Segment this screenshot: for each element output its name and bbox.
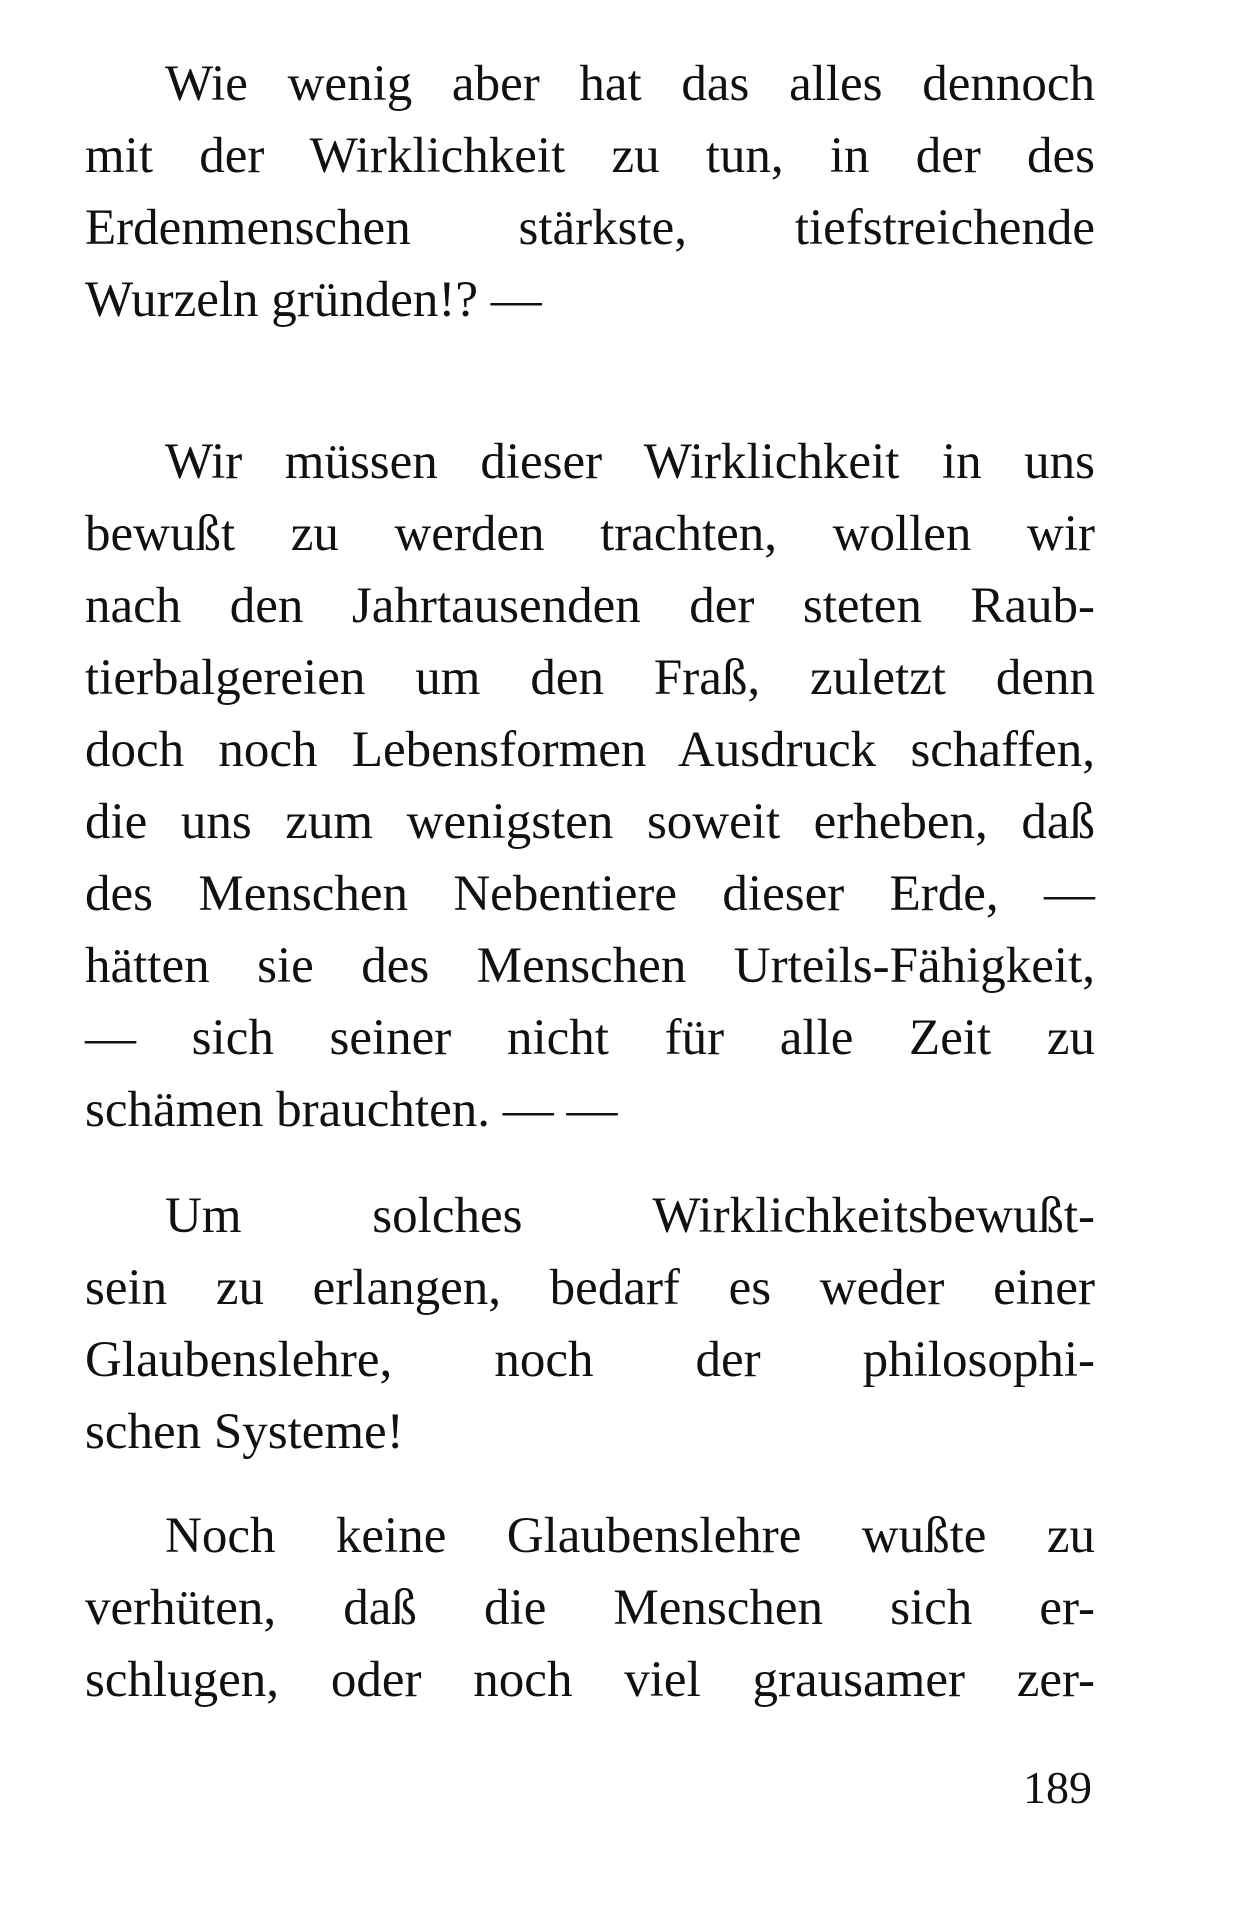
text-line: die uns zum wenigsten soweit erheben, daß [85,794,1095,850]
text-line: sein zu erlangen, bedarf es weder einer [85,1260,1095,1316]
paragraph-4 [85,1500,1095,1716]
text-line: — sich seiner nicht für alle Zeit zu [85,1010,1095,1066]
text-line: des Menschen Nebentiere dieser Erde, — [85,866,1095,922]
paragraph-2 [85,426,1095,1146]
text-line: hätten sie des Menschen Urteils-Fähigkeit, [85,938,1095,994]
text-line: verhüten, daß die Menschen sich er- [85,1580,1095,1636]
text-line: schlugen, oder noch viel grausamer zer- [85,1652,1095,1708]
text-line: Wir müssen dieser Wirklichkeit in uns [165,434,1095,490]
text-line: schen Systeme! [85,1404,404,1460]
text-line: Glaubenslehre, noch der philosophi- [85,1332,1095,1388]
text-line: nach den Jahrtausenden der steten Raub- [85,578,1095,634]
page-number: 189 [1023,1762,1092,1813]
text-line: tierbalgereien um den Fraß, zuletzt denn [85,650,1095,706]
text-line: Wie wenig aber hat das alles dennoch [165,56,1095,112]
text-line: doch noch Lebensformen Ausdruck schaffen, [85,722,1095,778]
text-line: Um solches Wirklichkeitsbewußt- [165,1188,1095,1244]
text-line: schämen brauchten. — — [85,1082,618,1138]
text-line: mit der Wirklichkeit zu tun, in der des [85,128,1095,184]
paragraph-1 [85,48,1095,336]
text-line: bewußt zu werden trachten, wollen wir [85,506,1095,562]
text-line: Erdenmenschen stärkste, tiefstreichende [85,200,1095,256]
text-line: Wurzeln gründen!? — [85,272,542,328]
paragraph-3 [85,1180,1095,1468]
text-line: Noch keine Glaubenslehre wußte zu [165,1508,1095,1564]
